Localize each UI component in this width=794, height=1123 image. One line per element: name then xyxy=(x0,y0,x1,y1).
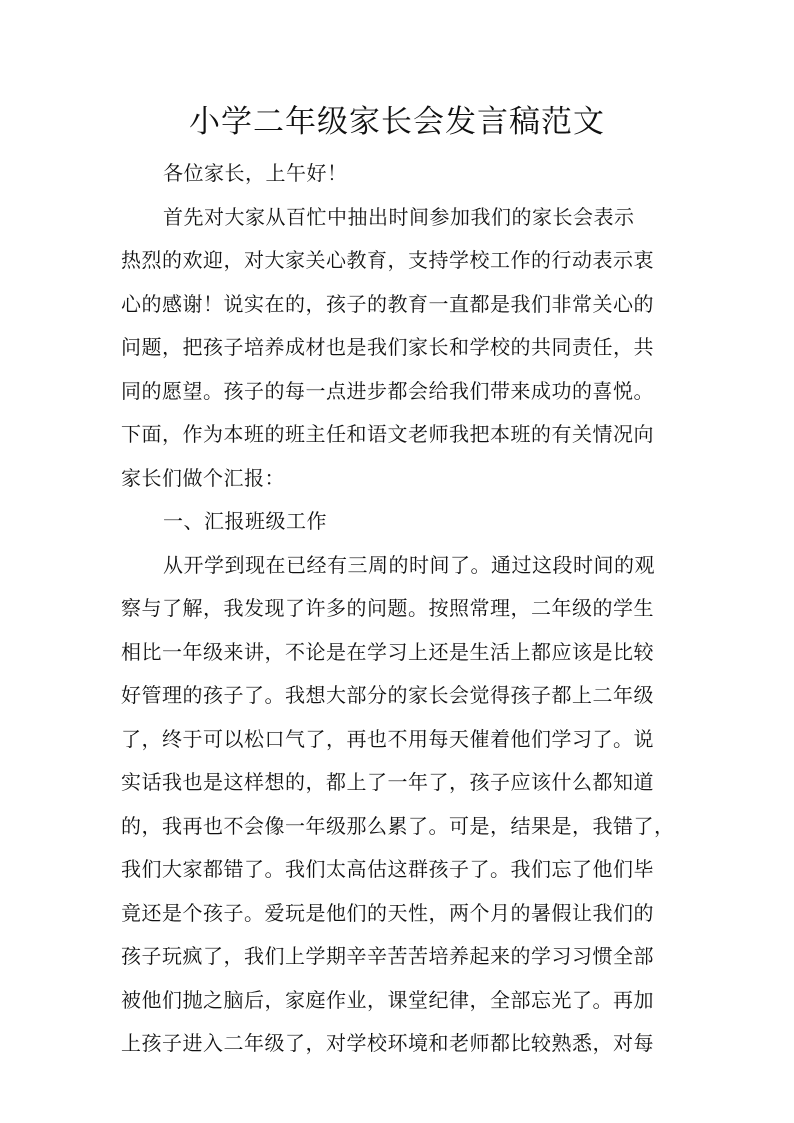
text-line: 各位家长，上午好！ xyxy=(163,161,348,185)
document-body xyxy=(121,152,701,1066)
text-line: 下面，作为本班的班主任和语文老师我把本班的有关情况向 xyxy=(121,422,654,446)
text-line: 从开学到现在已经有三周的时间了。通过这段时间的观 xyxy=(163,552,655,577)
text-line: 热烈的欢迎，对大家关心教育，支持学校工作的行动表示衷 xyxy=(121,248,654,272)
text-line: 察与了解，我发现了许多的问题。按照常理，二年级的学生 xyxy=(121,596,654,620)
text-line: 实话我也是这样想的，都上了一年了，孩子应该什么都知道 xyxy=(121,770,654,794)
text-line: 相比一年级来讲，不论是在学习上还是生活上都应该是比较 xyxy=(121,639,654,664)
text-line: 我们大家都错了。我们太高估这群孩子了。我们忘了他们毕 xyxy=(121,857,654,881)
text-line: 心的感谢！说实在的，孩子的教育一直都是我们非常关心的 xyxy=(121,291,654,316)
text-line: 的，我再也不会像一年级那么累了。可是，结果是，我错了， xyxy=(121,813,675,838)
text-line: 家长们做个汇报： xyxy=(121,465,285,490)
text-line: 首先对大家从百忙中抽出时间参加我们的家长会表示 xyxy=(163,204,635,229)
text-line: 被他们抛之脑后，家庭作业，课堂纪律，全部忘光了。再加 xyxy=(121,987,654,1012)
text-line: 上孩子进入二年级了，对学校环境和老师都比较熟悉，对每 xyxy=(121,1031,654,1055)
text-line: 好管理的孩子了。我想大部分的家长会觉得孩子都上二年级 xyxy=(121,683,654,707)
text-line: 同的愿望。孩子的每一点进步都会给我们带来成功的喜悦。 xyxy=(121,378,654,403)
text-line: 了，终于可以松口气了，再也不用每天催着他们学习了。说 xyxy=(121,726,654,751)
section-heading: 一、汇报班级工作 xyxy=(163,509,327,533)
text-line: 问题，把孩子培养成材也是我们家长和学校的共同责任，共 xyxy=(121,335,654,359)
text-line: 竟还是个孩子。爱玩是他们的天性，两个月的暑假让我们的 xyxy=(121,900,654,925)
text-line: 孩子玩疯了，我们上学期辛辛苦苦培养起来的学习习惯全部 xyxy=(121,944,654,968)
document-title: 小学二年级家长会发言稿范文 xyxy=(189,104,605,140)
